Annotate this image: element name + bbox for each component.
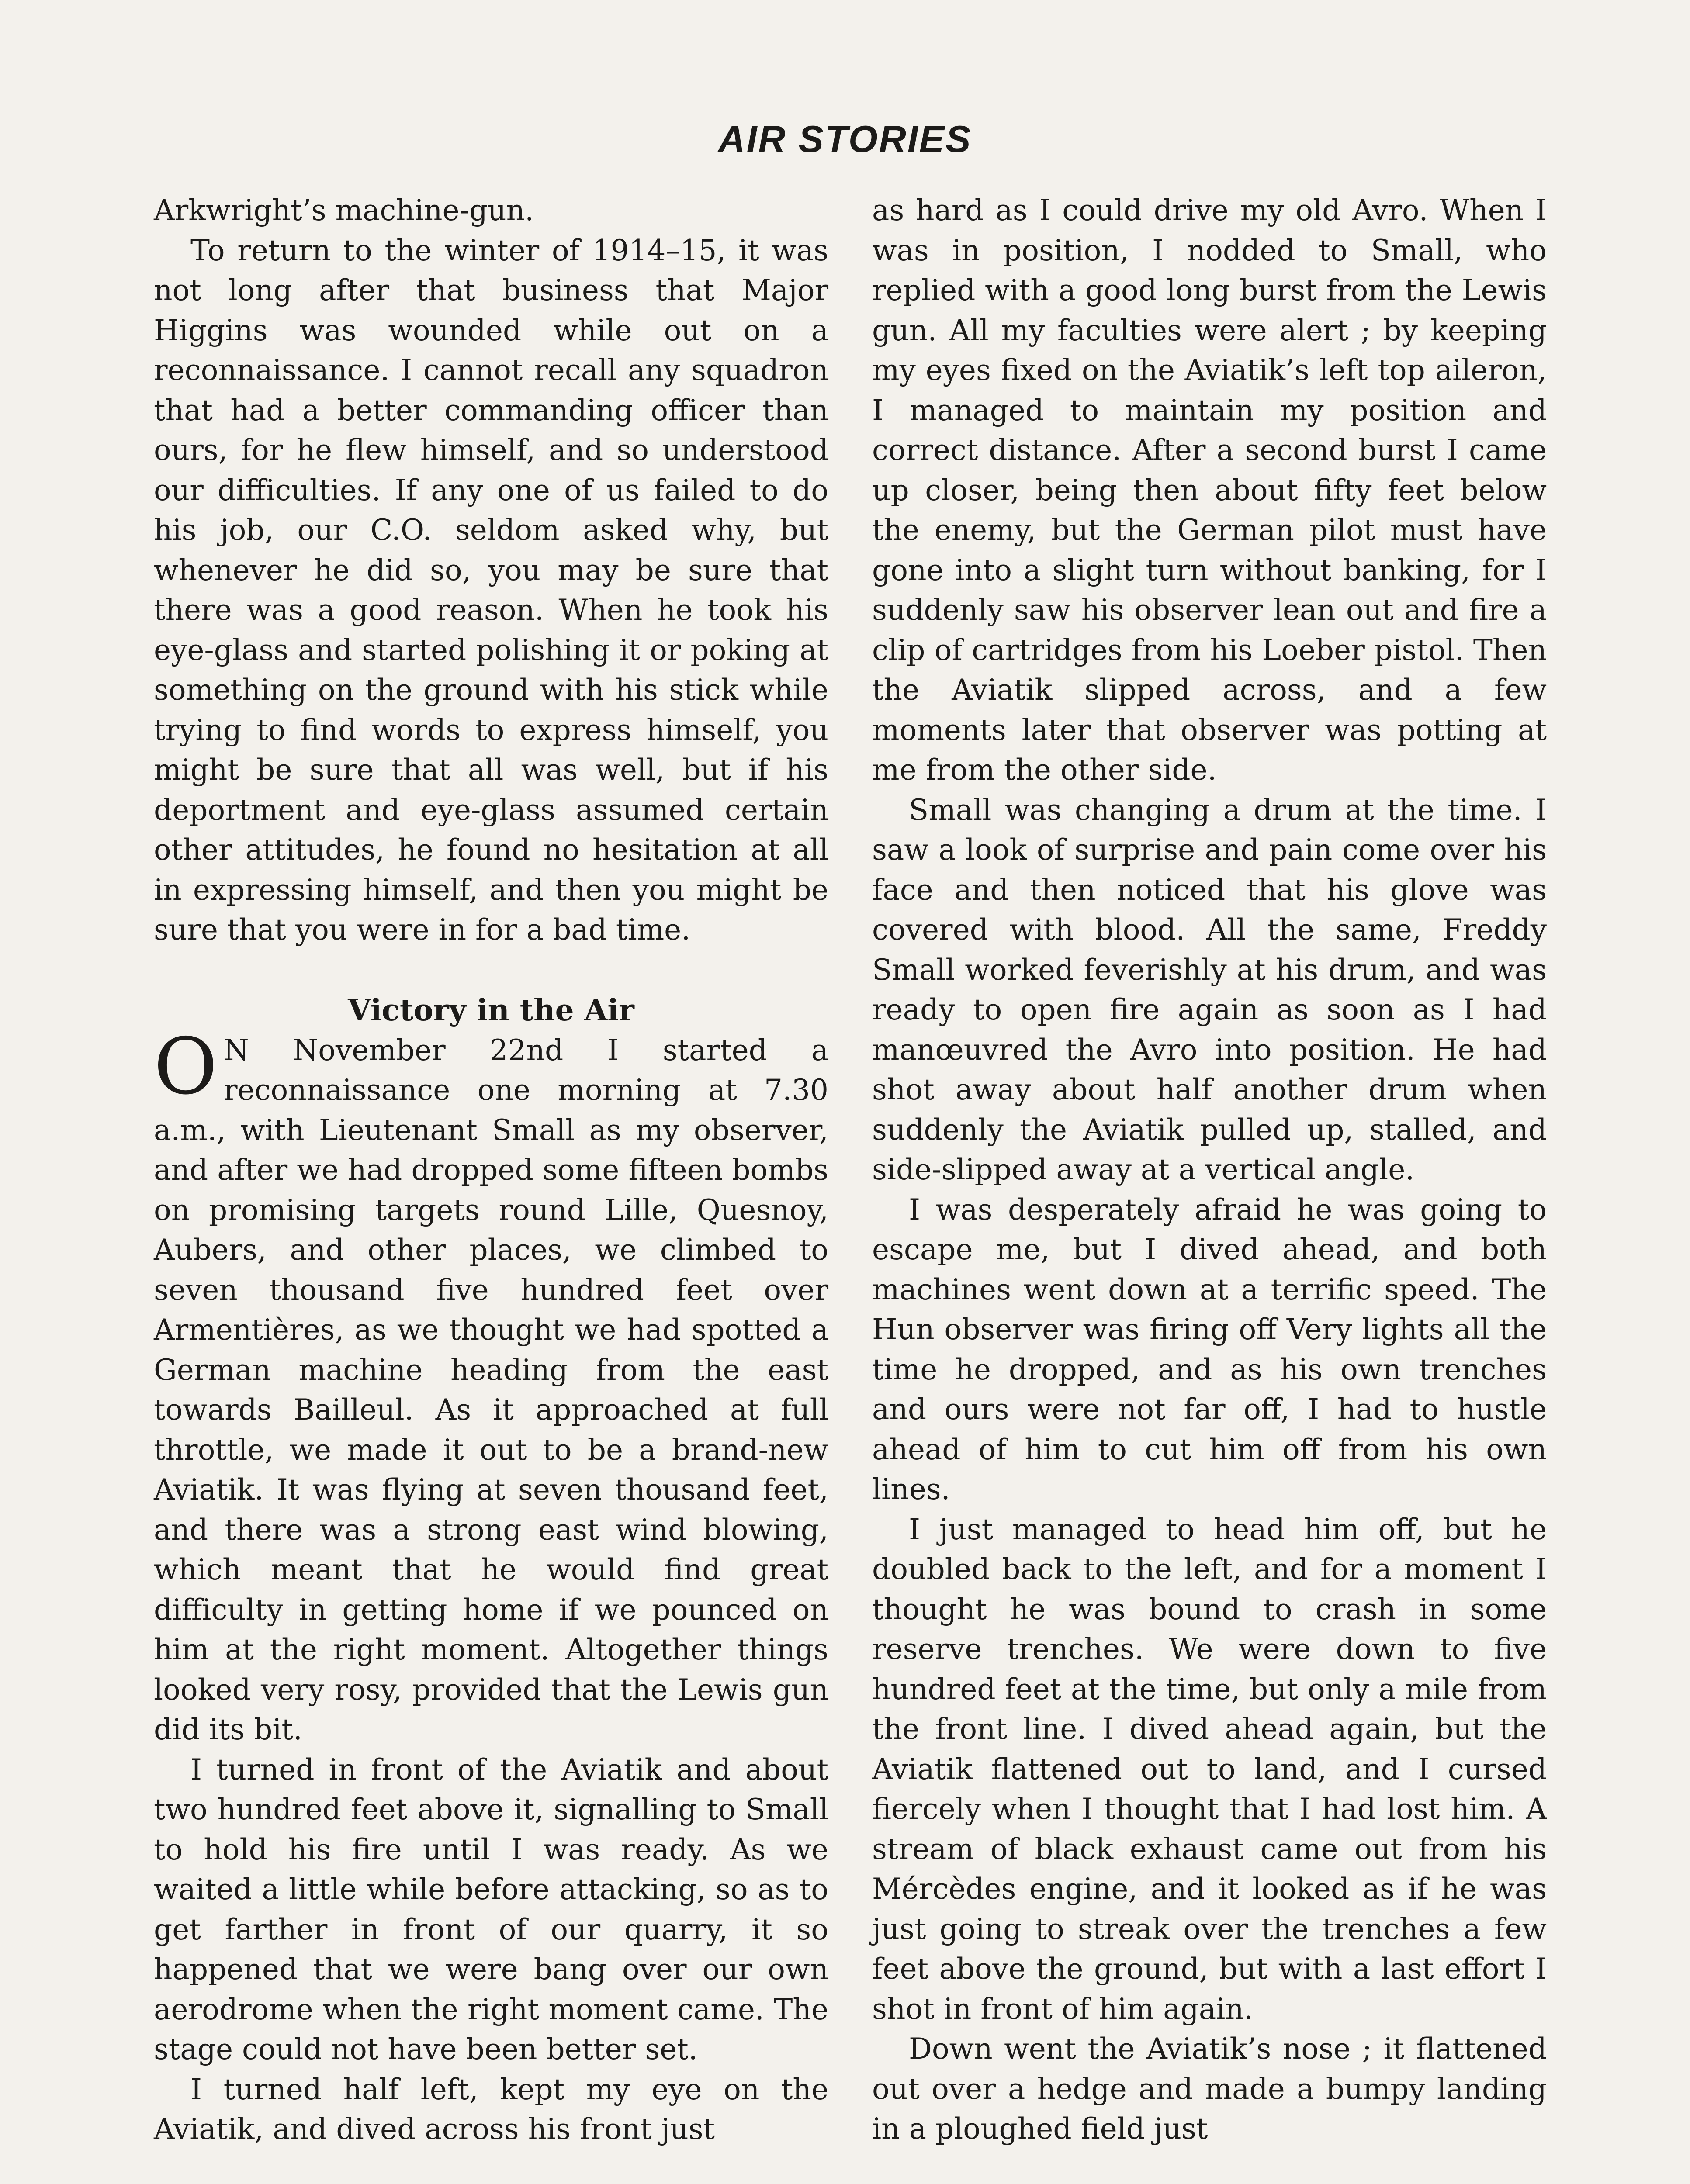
paragraph: I just managed to head him off, but he doubled back to the left, and for a moment I thought he was bound to crash in some reserve trenches. We were down to five hundred feet at the time, but only a mile from the front line. I dived ahead again, but the Aviatik flattened out to land, and I cursed fiercely when I thought that I had lost him. A stream of black exhaust came out from his Mércèdes engine, and it looked as if he was just going to streak over the trenches a few feet above the ground, but with a last effort I shot in front of him again. <box>872 1512 1547 2026</box>
paragraph-with-drop-cap <box>154 1021 828 1750</box>
right-column <box>872 190 1547 2149</box>
paragraph-text: N November 22nd I started a reconnaissance one morning at 7.30 a.m., with Lieutenant Small as my observer, and after we had dropped some fifteen bombs on promising targets round Lille, Quesnoy, Aubers, and other places, we climbed to seven thousand five hundred feet over Armentières, as we thought we had spotted a German machine heading from the east towards Bailleul. As it approached at full throttle, we made it out to be a brand-new Aviatik. It was flying at seven thousand feet, and there was a strong east wind blowing, which meant that he would find great difficulty in getting home if we pounced on him at the right moment. Altogether things looked very rosy, provided that the Lewis gun did its bit. <box>154 1033 828 1746</box>
paragraph: I was desperately afraid he was going to escape me, but I dived ahead, and both machines went down at a terrific speed. The Hun observer was firing off Very lights all the time he dropped, and as his own trenches and ours were not far off, I had to hustle ahead of him to cut him off from his own lines. <box>872 1192 1547 1506</box>
paragraph: I turned in front of the Aviatik and about two hundred feet above it, signalling to Small to hold his fire until I was ready. As we waited a little while before attacking, so as to get farther in front of our quarry, it so happened that we were bang over our own aerodrome when the right moment came. The stage could not have been better set. <box>154 1752 828 2066</box>
section-title: Victory in the Air <box>348 992 634 1028</box>
drop-cap: O <box>154 1021 218 1112</box>
paragraph: Small was changing a drum at the time. I saw a look of surprise and pain come over his face and then noticed that his glove was covered with blood. All the same, Freddy Small worked feverishly at his drum, and was ready to open fire again as soon as I had manœuvred the Avro into position. He had shot away about half another drum when suddenly the Aviatik pulled up, stalled, and side-slipped away at a vertical angle. <box>872 793 1547 1186</box>
left-column <box>154 190 828 2149</box>
paragraph: To return to the winter of 1914–15, it was not long after that business that Major Higgins was wounded while out on a reconnaissance. I cannot recall any squadron that had a better commanding officer than ours, for he flew himself, and so understood our difficulties. If any one of us failed to do his job, our C.O. seldom asked why, but whenever he did so, you may be sure that there was a good reason. When he took his eye-glass and started polishing it or poking at something on the ground with his stick while trying to find words to express himself, you might be sure that all was well, but if his deportment and eye-glass assumed certain other attitudes, he found no hesitation at all in expressing himself, and then you might be sure that you were in for a bad time. <box>154 233 828 947</box>
running-header: AIR STORIES <box>718 118 972 160</box>
paragraph: Arkwright’s machine-gun. <box>154 194 534 227</box>
paragraph: I turned half left, kept my eye on the Aviatik, and dived across his front just <box>154 2072 828 2146</box>
paragraph: Down went the Aviatik’s nose ; it flattened out over a hedge and made a bumpy landing in a ploughed field just <box>872 2032 1547 2146</box>
paragraph: as hard as I could drive my old Avro. When I was in position, I nodded to Small, who replied with a good long burst from the Lewis gun. All my faculties were alert ; by keeping my eyes fixed on the Aviatik’s left top aileron, I managed to maintain my position and correct distance. After a second burst I came up closer, being then about fifty feet below the enemy, but the German pilot must have gone into a slight turn without banking, for I suddenly saw his observer lean out and fire a clip of cartridges from his Loeber pistol. Then the Aviatik slipped across, and a few moments later that observer was potting at me from the other side. <box>872 194 1547 787</box>
